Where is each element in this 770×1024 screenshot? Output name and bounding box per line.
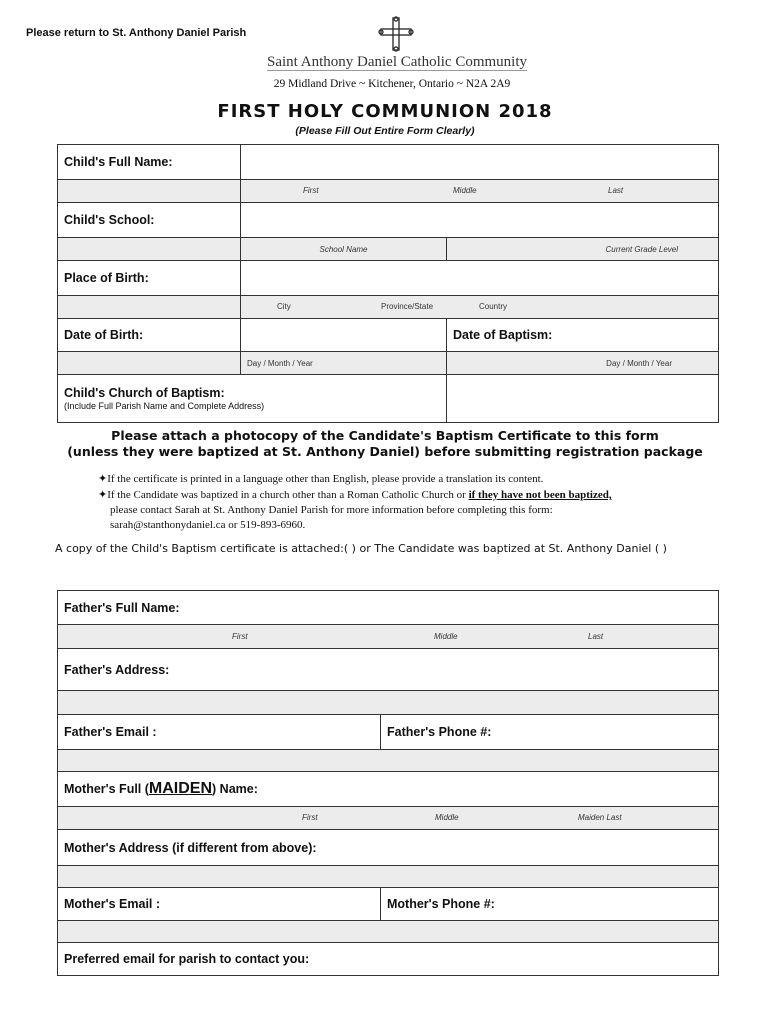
hint-mother-middle: Middle (435, 813, 459, 822)
father-address-line2[interactable] (58, 691, 719, 715)
hint-baptism-format: Day / Month / Year (447, 352, 719, 375)
mother-contact-line2[interactable] (58, 921, 719, 943)
preferred-email-label[interactable]: Preferred email for parish to contact you: (58, 943, 719, 976)
birth-place-label: Place of Birth: (58, 261, 241, 296)
dob-field[interactable] (241, 319, 447, 352)
hint-father-middle: Middle (434, 632, 458, 641)
hint-grade-level: Current Grade Level (447, 238, 719, 261)
mother-name-label[interactable] (58, 772, 719, 807)
hint-last: Last (608, 186, 624, 195)
church-hint: (Include Full Parish Name and Complete Address) (64, 401, 265, 411)
mother-email-label[interactable]: Mother's Email : (58, 888, 381, 921)
attach-instruction-line1: Please attach a photocopy of the Candidate's Baptism Certificate to this form (111, 428, 659, 443)
birth-place-hints (241, 296, 719, 319)
hint-province: Province/State (381, 302, 434, 311)
father-email-label[interactable]: Father's Email : (58, 715, 381, 750)
church-label-cell (58, 375, 447, 423)
father-address-label[interactable]: Father's Address: (58, 649, 719, 691)
bullet-non-catholic-text: ✦If the Candidate was baptized in a church other than a Roman Catholic Church or (98, 489, 469, 501)
return-note: Please return to St. Anthony Daniel Parish (26, 27, 247, 39)
hint-mother-first: First (302, 813, 318, 822)
parish-address: 29 Midland Drive ~ Kitchener, Ontario ~ N2A 2A9 (273, 78, 511, 90)
father-contact-line2[interactable] (58, 750, 719, 772)
bullet-emphasis: if they have not been baptized, (468, 489, 612, 501)
hint-father-first: First (232, 632, 248, 641)
church-field[interactable] (447, 375, 719, 423)
child-name-label: Child's Full Name: (58, 145, 241, 180)
bullet-contact-details: sarah@stanthonydaniel.ca or 519-893-6960. (110, 519, 306, 531)
bullet-contact-line: please contact Sarah at St. Anthony Daniel Parish for more information before completing this form: (110, 504, 553, 516)
hint-dob-format: Day / Month / Year (241, 352, 447, 375)
hint-middle: Middle (453, 186, 477, 195)
hint-school-name: School Name (241, 238, 447, 261)
baptism-copy-checkline[interactable]: A copy of the Child's Baptism certificate is attached:( ) or The Candidate was baptized at St. Anthony Daniel ( ) (55, 542, 667, 555)
father-phone-label[interactable]: Father's Phone #: (381, 715, 719, 750)
parish-name: Saint Anthony Daniel Catholic Community (267, 54, 527, 70)
attach-instruction-line2: (unless they were baptized at St. Anthony Daniel) before submitting registration package (67, 444, 703, 459)
child-info-table (57, 144, 719, 423)
mother-phone-label[interactable]: Mother's Phone #: (381, 888, 719, 921)
child-name-field[interactable] (241, 145, 719, 180)
hint-country: Country (479, 302, 508, 311)
mother-name-hints (58, 807, 719, 830)
baptism-date-label[interactable]: Date of Baptism: (447, 319, 719, 352)
bullet-translation: ✦If the certificate is printed in a language other than English, please provide a translation its content. (98, 473, 544, 485)
hint-first: First (303, 186, 319, 195)
child-name-hints (241, 180, 719, 203)
cross-icon (378, 16, 414, 52)
hint-city: City (277, 302, 291, 311)
father-name-hints (58, 625, 719, 649)
hint-father-last: Last (588, 632, 604, 641)
form-title: FIRST HOLY COMMUNION 2018 (217, 101, 553, 122)
hint-mother-maiden-last: Maiden Last (578, 813, 622, 822)
church-label: Child's Church of Baptism: (64, 386, 225, 400)
bullet-non-catholic (98, 488, 612, 501)
dob-label: Date of Birth: (58, 319, 241, 352)
mother-address-line2[interactable] (58, 866, 719, 888)
parent-info-table (57, 590, 719, 976)
mother-name-label-post: ) Name: (212, 782, 258, 796)
child-school-field[interactable] (241, 203, 719, 238)
father-name-label[interactable]: Father's Full Name: (58, 591, 719, 625)
maiden-emphasis: MAIDEN (148, 780, 213, 797)
mother-address-label[interactable]: Mother's Address (if different from above): (58, 830, 719, 866)
birth-place-field[interactable] (241, 261, 719, 296)
mother-name-label-pre: Mother's Full ( (64, 782, 149, 796)
child-school-label: Child's School: (58, 203, 241, 238)
form-subtitle: (Please Fill Out Entire Form Clearly) (295, 125, 475, 137)
